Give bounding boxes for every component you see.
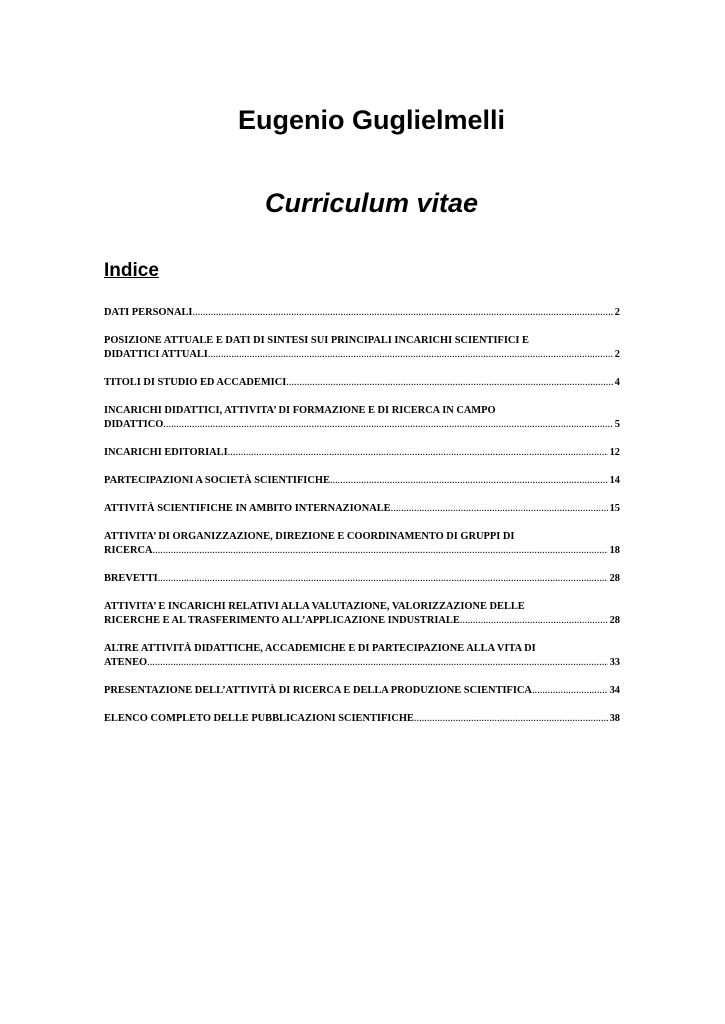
toc-dot-leader [391, 502, 608, 516]
toc-entry-text: TITOLI DI STUDIO ED ACCADEMICI [104, 377, 287, 388]
toc-page-number: 18 [609, 545, 620, 556]
toc-page-number: 14 [609, 475, 620, 486]
toc-entry-text: INCARICHI DIDATTICI, ATTIVITA’ DI FORMAZIONE E DI RICERCA IN CAMPO [104, 405, 496, 416]
toc-entry-text: PRESENTAZIONE DELL’ATTIVITÀ DI RICERCA E DELLA PRODUZIONE SCIENTIFICA [104, 685, 532, 696]
toc-entry-text: RICERCHE E AL TRASFERIMENTO ALL’APPLICAZIONE INDUSTRIALE [104, 615, 460, 626]
toc-entry-row [104, 656, 620, 670]
toc-entry[interactable] [104, 712, 620, 726]
toc-dot-leader [163, 418, 613, 432]
toc-entry[interactable] [104, 306, 620, 320]
author-name: Eugenio Guglielmelli [237, 105, 506, 135]
toc-entry-row [104, 712, 620, 726]
toc-entry-text: ALTRE ATTIVITÀ DIDATTICHE, ACCADEMICHE E DI PARTECIPAZIONE ALLA VITA DI [104, 643, 536, 654]
toc-entry[interactable] [104, 376, 620, 390]
toc-entry-text: ELENCO COMPLETO DELLE PUBBLICAZIONI SCIENTIFICHE [104, 713, 414, 724]
toc-dot-leader [192, 306, 612, 320]
toc-entry[interactable] [104, 446, 620, 460]
document-subtitle: Curriculum vitae [264, 188, 479, 218]
toc-entry[interactable] [104, 642, 620, 670]
toc-entry[interactable] [104, 530, 620, 558]
toc-entry-row [104, 306, 620, 320]
toc-entry-row [104, 572, 620, 586]
toc-page-number: 33 [609, 657, 620, 668]
toc-entry-text: INCARICHI EDITORIALI [104, 447, 228, 458]
toc-entry[interactable] [104, 502, 620, 516]
toc-dot-leader [286, 376, 613, 390]
toc-entry-text: POSIZIONE ATTUALE E DATI DI SINTESI SUI PRINCIPALI INCARICHI SCIENTIFICI E [104, 335, 529, 346]
table-of-contents [104, 306, 620, 740]
toc-entry-text: DATI PERSONALI [104, 307, 193, 318]
toc-entry-row [104, 474, 620, 488]
toc-entry-row [104, 348, 620, 362]
toc-entry[interactable] [104, 572, 620, 586]
toc-dot-leader [228, 446, 608, 460]
toc-dot-leader [532, 684, 608, 698]
toc-dot-leader [414, 712, 608, 726]
toc-entry-text: RICERCA [104, 545, 153, 556]
toc-entry-text: BREVETTI [104, 573, 158, 584]
toc-entry-row [104, 502, 620, 516]
toc-dot-leader [208, 348, 613, 362]
toc-dot-leader [158, 572, 608, 586]
toc-page-number: 2 [614, 307, 620, 318]
toc-entry-row [104, 614, 620, 628]
toc-entry-text: ATTIVITA’ E INCARICHI RELATIVI ALLA VALUTAZIONE, VALORIZZAZIONE DELLE [104, 601, 525, 612]
toc-entry-text: ATTIVITA’ DI ORGANIZZAZIONE, DIREZIONE E COORDINAMENTO DI GRUPPI DI [104, 531, 515, 542]
toc-page-number: 5 [614, 419, 620, 430]
toc-dot-leader [460, 614, 608, 628]
toc-page-number: 12 [609, 447, 620, 458]
toc-page-number: 28 [609, 615, 620, 626]
toc-page-number: 15 [609, 503, 620, 514]
toc-entry[interactable] [104, 684, 620, 698]
toc-entry[interactable] [104, 600, 620, 628]
toc-dot-leader [330, 474, 608, 488]
toc-dot-leader [147, 656, 608, 670]
toc-entry-text: PARTECIPAZIONI A SOCIETÀ SCIENTIFICHE [104, 475, 330, 486]
toc-entry-text: DIDATTICO [104, 419, 164, 430]
toc-page-number: 28 [609, 573, 620, 584]
toc-entry-text: ATTIVITÀ SCIENTIFICHE IN AMBITO INTERNAZIONALE [104, 503, 391, 514]
toc-entry-row [104, 418, 620, 432]
toc-heading: Indice [104, 260, 159, 281]
toc-dot-leader [153, 544, 608, 558]
toc-entry[interactable] [104, 404, 620, 432]
toc-entry-row [104, 544, 620, 558]
toc-entry-row [104, 376, 620, 390]
toc-page-number: 34 [609, 685, 620, 696]
toc-entry[interactable] [104, 334, 620, 362]
toc-page-number: 2 [614, 349, 620, 360]
toc-entry-text: ATENEO [104, 657, 148, 668]
toc-page-number: 38 [609, 713, 620, 724]
toc-entry-row [104, 684, 620, 698]
toc-entry-row [104, 446, 620, 460]
toc-page-number: 4 [614, 377, 620, 388]
toc-entry[interactable] [104, 474, 620, 488]
toc-entry-text: DIDATTICI ATTUALI [104, 349, 208, 360]
